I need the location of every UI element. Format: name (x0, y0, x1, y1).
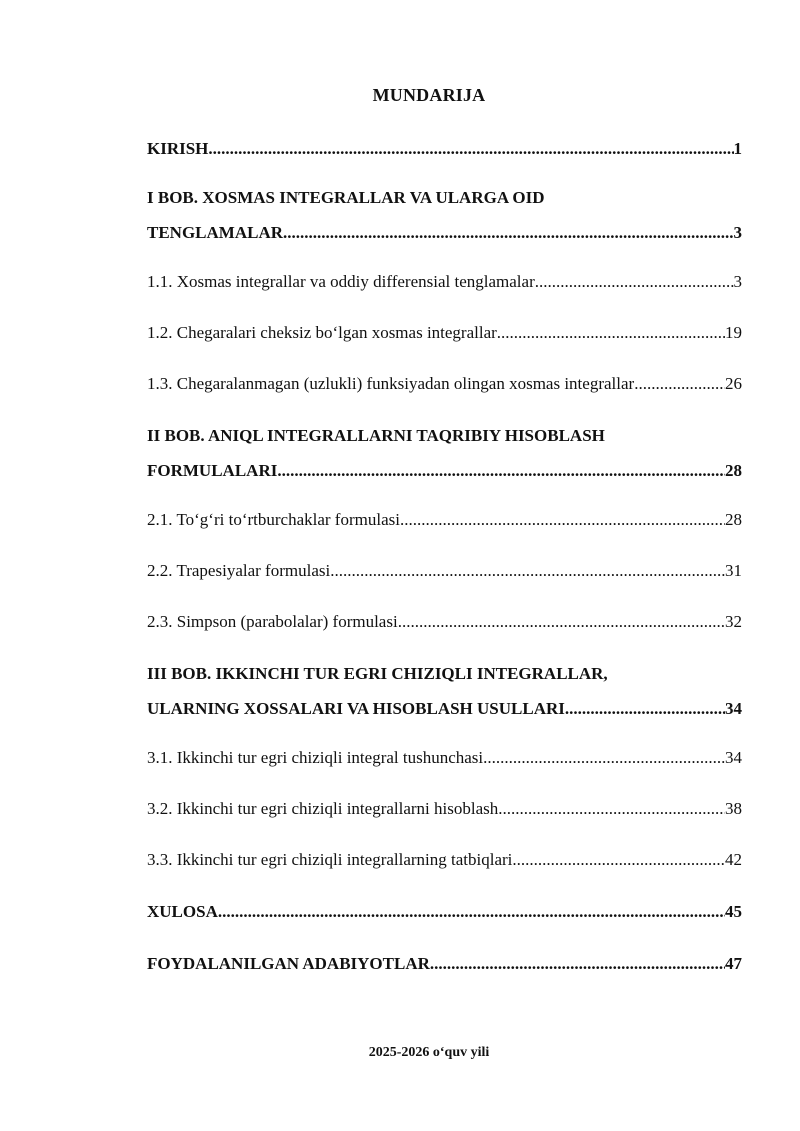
toc-entry-chapter-2[interactable] (147, 425, 742, 482)
toc-leader-dots (483, 747, 725, 769)
toc-leader-dots (565, 698, 725, 720)
toc-entry-label: 3.1. Ikkinchi tur egri chiziqli integral tushunchasi (147, 748, 484, 767)
toc-entry-label: 2.2. Trapesiyalar formulasi (147, 561, 331, 580)
toc-entry-line (147, 460, 742, 482)
toc-entry-page: 38 (725, 799, 742, 818)
toc-entry-section-3-2[interactable] (147, 798, 742, 820)
toc-entry-label: 1.3. Chegaralanmagan (uzlukli) funksiyadan olingan xosmas integrallar (147, 374, 635, 393)
toc-entry-label: FORMULALARI (147, 461, 278, 480)
toc-entry-page: 28 (725, 461, 742, 480)
toc-entry-label: KIRISH (147, 139, 209, 158)
toc-entry-page: 34 (725, 699, 742, 718)
toc-leader-dots (283, 222, 733, 244)
toc-leader-dots (497, 322, 725, 344)
toc-entry-label: 3.3. Ikkinchi tur egri chiziqli integrallarning tatbiqlari (147, 850, 513, 869)
toc-entry-label: 1.2. Chegaralari cheksiz bo‘lgan xosmas integrallar (147, 323, 497, 342)
toc-entry-label: TENGLAMALAR (147, 223, 284, 242)
toc-entry-page: 26 (725, 374, 742, 393)
toc-entry-label: 3.2. Ikkinchi tur egri chiziqli integrallarni hisoblash (147, 799, 499, 818)
toc-entry-heading-line: II BOB. ANIQL INTEGRALLARNI TAQRIBIY HISOBLASH (147, 426, 605, 445)
toc-leader-dots (498, 798, 725, 820)
toc-entry-line (147, 849, 742, 871)
toc-entry-line (147, 611, 742, 633)
toc-entry-references[interactable] (147, 953, 742, 975)
toc-leader-dots (430, 953, 725, 975)
toc-leader-dots (330, 560, 725, 582)
toc-entry-page: 28 (725, 510, 742, 529)
toc-entry-page: 3 (733, 223, 742, 242)
toc-entry-page: 34 (725, 748, 742, 767)
toc-entry-chapter-1[interactable] (147, 187, 742, 244)
toc-entry-chapter-3[interactable] (147, 663, 742, 720)
toc-entry-line (147, 798, 742, 820)
toc-leader-dots (535, 271, 734, 293)
toc-leader-dots (512, 849, 725, 871)
toc-leader-dots (398, 611, 725, 633)
toc-entry-line (147, 901, 742, 923)
toc-entry-label: 2.1. To‘g‘ri to‘rtburchaklar formulasi (147, 510, 400, 529)
toc-entry-section-1-1[interactable] (147, 271, 742, 293)
toc-leader-dots (277, 460, 725, 482)
toc-entry-page: 45 (725, 902, 742, 921)
toc-entry-line (147, 698, 742, 720)
toc-entry-line (147, 322, 742, 344)
toc-entry-line (147, 271, 742, 293)
toc-leader-dots (218, 901, 725, 923)
toc-entry-line (147, 138, 742, 160)
toc-entry-heading-line: III BOB. IKKINCHI TUR EGRI CHIZIQLI INTEGRALLAR, (147, 664, 608, 683)
toc-entry-section-2-2[interactable] (147, 560, 742, 582)
toc-entry-label: 1.1. Xosmas integrallar va oddiy differensial tenglamalar (147, 272, 535, 291)
toc-entry-section-1-2[interactable] (147, 322, 742, 344)
toc-entry-page: 47 (725, 954, 742, 973)
toc-entry-page: 19 (725, 323, 742, 342)
toc-entry-section-2-1[interactable] (147, 509, 742, 531)
toc-entry-line (147, 560, 742, 582)
toc-entry-line (147, 509, 742, 531)
toc-entry-section-1-3[interactable] (147, 373, 742, 395)
toc-leader-dots (400, 509, 725, 531)
toc-entry-section-3-1[interactable] (147, 747, 742, 769)
toc-leader-dots (208, 138, 733, 160)
toc-entry-label: FOYDALANILGAN ADABIYOTLAR (147, 954, 430, 973)
toc-entry-page: 31 (725, 561, 742, 580)
toc-leader-dots (634, 373, 725, 395)
toc-entry-page: 3 (733, 272, 742, 291)
toc-entry-line (147, 747, 742, 769)
toc-entry-label: 2.3. Simpson (parabolalar) formulasi (147, 612, 398, 631)
toc-entry-kirish[interactable] (147, 138, 742, 160)
toc-entry-label: ULARNING XOSSALARI VA HISOBLASH USULLARI (147, 699, 565, 718)
toc-entry-section-2-3[interactable] (147, 611, 742, 633)
toc-entry-page: 32 (725, 612, 742, 631)
toc-entry-line (147, 222, 742, 244)
page-title: MUNDARIJA (372, 85, 486, 105)
toc-entry-page: 42 (725, 850, 742, 869)
toc-entry-line (147, 373, 742, 395)
toc-entry-page: 1 (733, 139, 742, 158)
toc-entry-label: XULOSA (147, 902, 218, 921)
page-footer-academic-year: 2025-2026 o‘quv yili (368, 1045, 490, 1060)
toc-entry-section-3-3[interactable] (147, 849, 742, 871)
toc-entry-heading-line: I BOB. XOSMAS INTEGRALLAR VA ULARGA OID (147, 188, 545, 207)
toc-entry-xulosa[interactable] (147, 901, 742, 923)
toc-entry-line (147, 953, 742, 975)
